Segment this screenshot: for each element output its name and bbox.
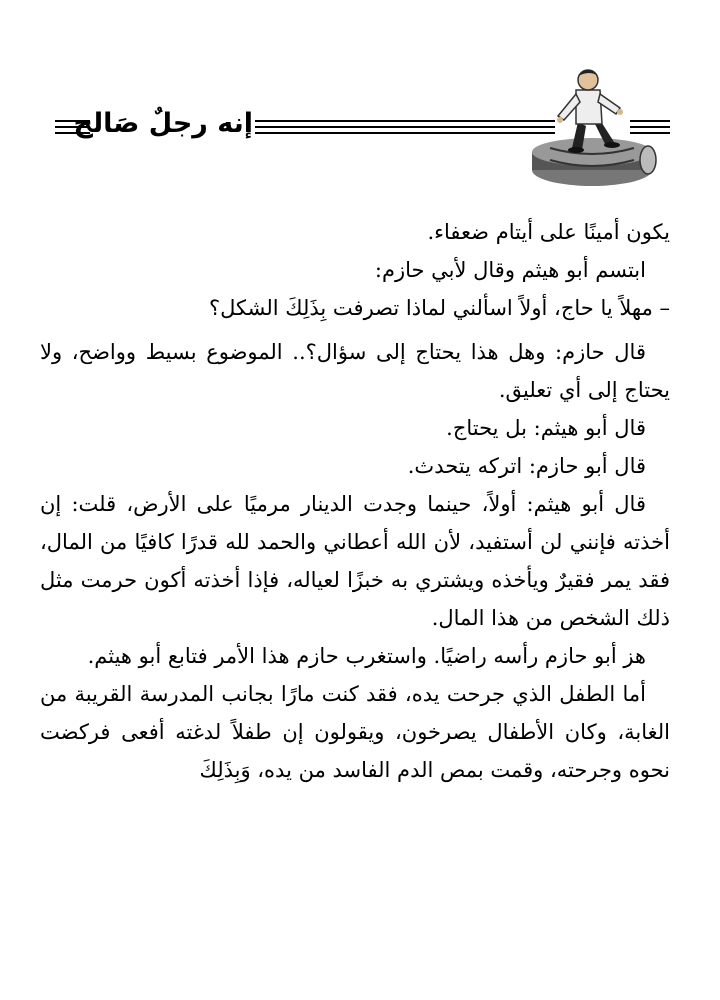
paragraph: يكون أمينًا على أيتام ضعفاء. [427,220,670,244]
page-body [40,213,670,789]
paragraph: قال حازم: وهل هذا يحتاج إلى سؤال؟.. الموضوع بسيط وواضح، ولا يحتاج إلى أي تعليق. [40,340,670,402]
paragraph: أما الطفل الذي جرحت يده، فقد كنت مارًا بجانب المدرسة القريبة من الغابة، وكان الأطفال يصرخون، ويقولون إن طفلاً لدغته أفعى فركضت نحوه وجرحته، وقمت بمص الدم الفاسد من يده، وَبِذَلِكَ [40,682,670,782]
paragraph: قال أبو هيثم: أولاً، حينما وجدت الدينار مرميًا على الأرض، قلت: إن أخذته فإنني لن أستفيد، لأن الله أعطاني والحمد لله قدرًا كافيًا من المال، فقد يمر فقيرٌ ويأخذه ويشتري به خبزًا لعياله، فإذا أخذته أكون حرمت مثل ذلك الشخص من هذا المال. [40,492,670,630]
header-rule-middle [255,120,555,134]
chapter-header [40,60,670,190]
paragraph: قال أبو هيثم: بل يحتاج. [446,416,646,440]
header-rule-right [630,120,670,134]
paragraph: هز أبو حازم رأسه راضيًا. واستغرب حازم هذا الأمر فتابع أبو هيثم. [87,644,646,668]
paragraph: – مهلاً يا حاج، أولاً اسألني لماذا تصرفت بِذَلِكَ الشكل؟ [208,296,670,320]
chapter-title: إنه رجلٌ صَالح [73,108,253,139]
paragraph: قال أبو حازم: اتركه يتحدث. [407,454,646,478]
paragraph: ابتسم أبو هيثم وقال لأبي حازم: [374,258,646,282]
